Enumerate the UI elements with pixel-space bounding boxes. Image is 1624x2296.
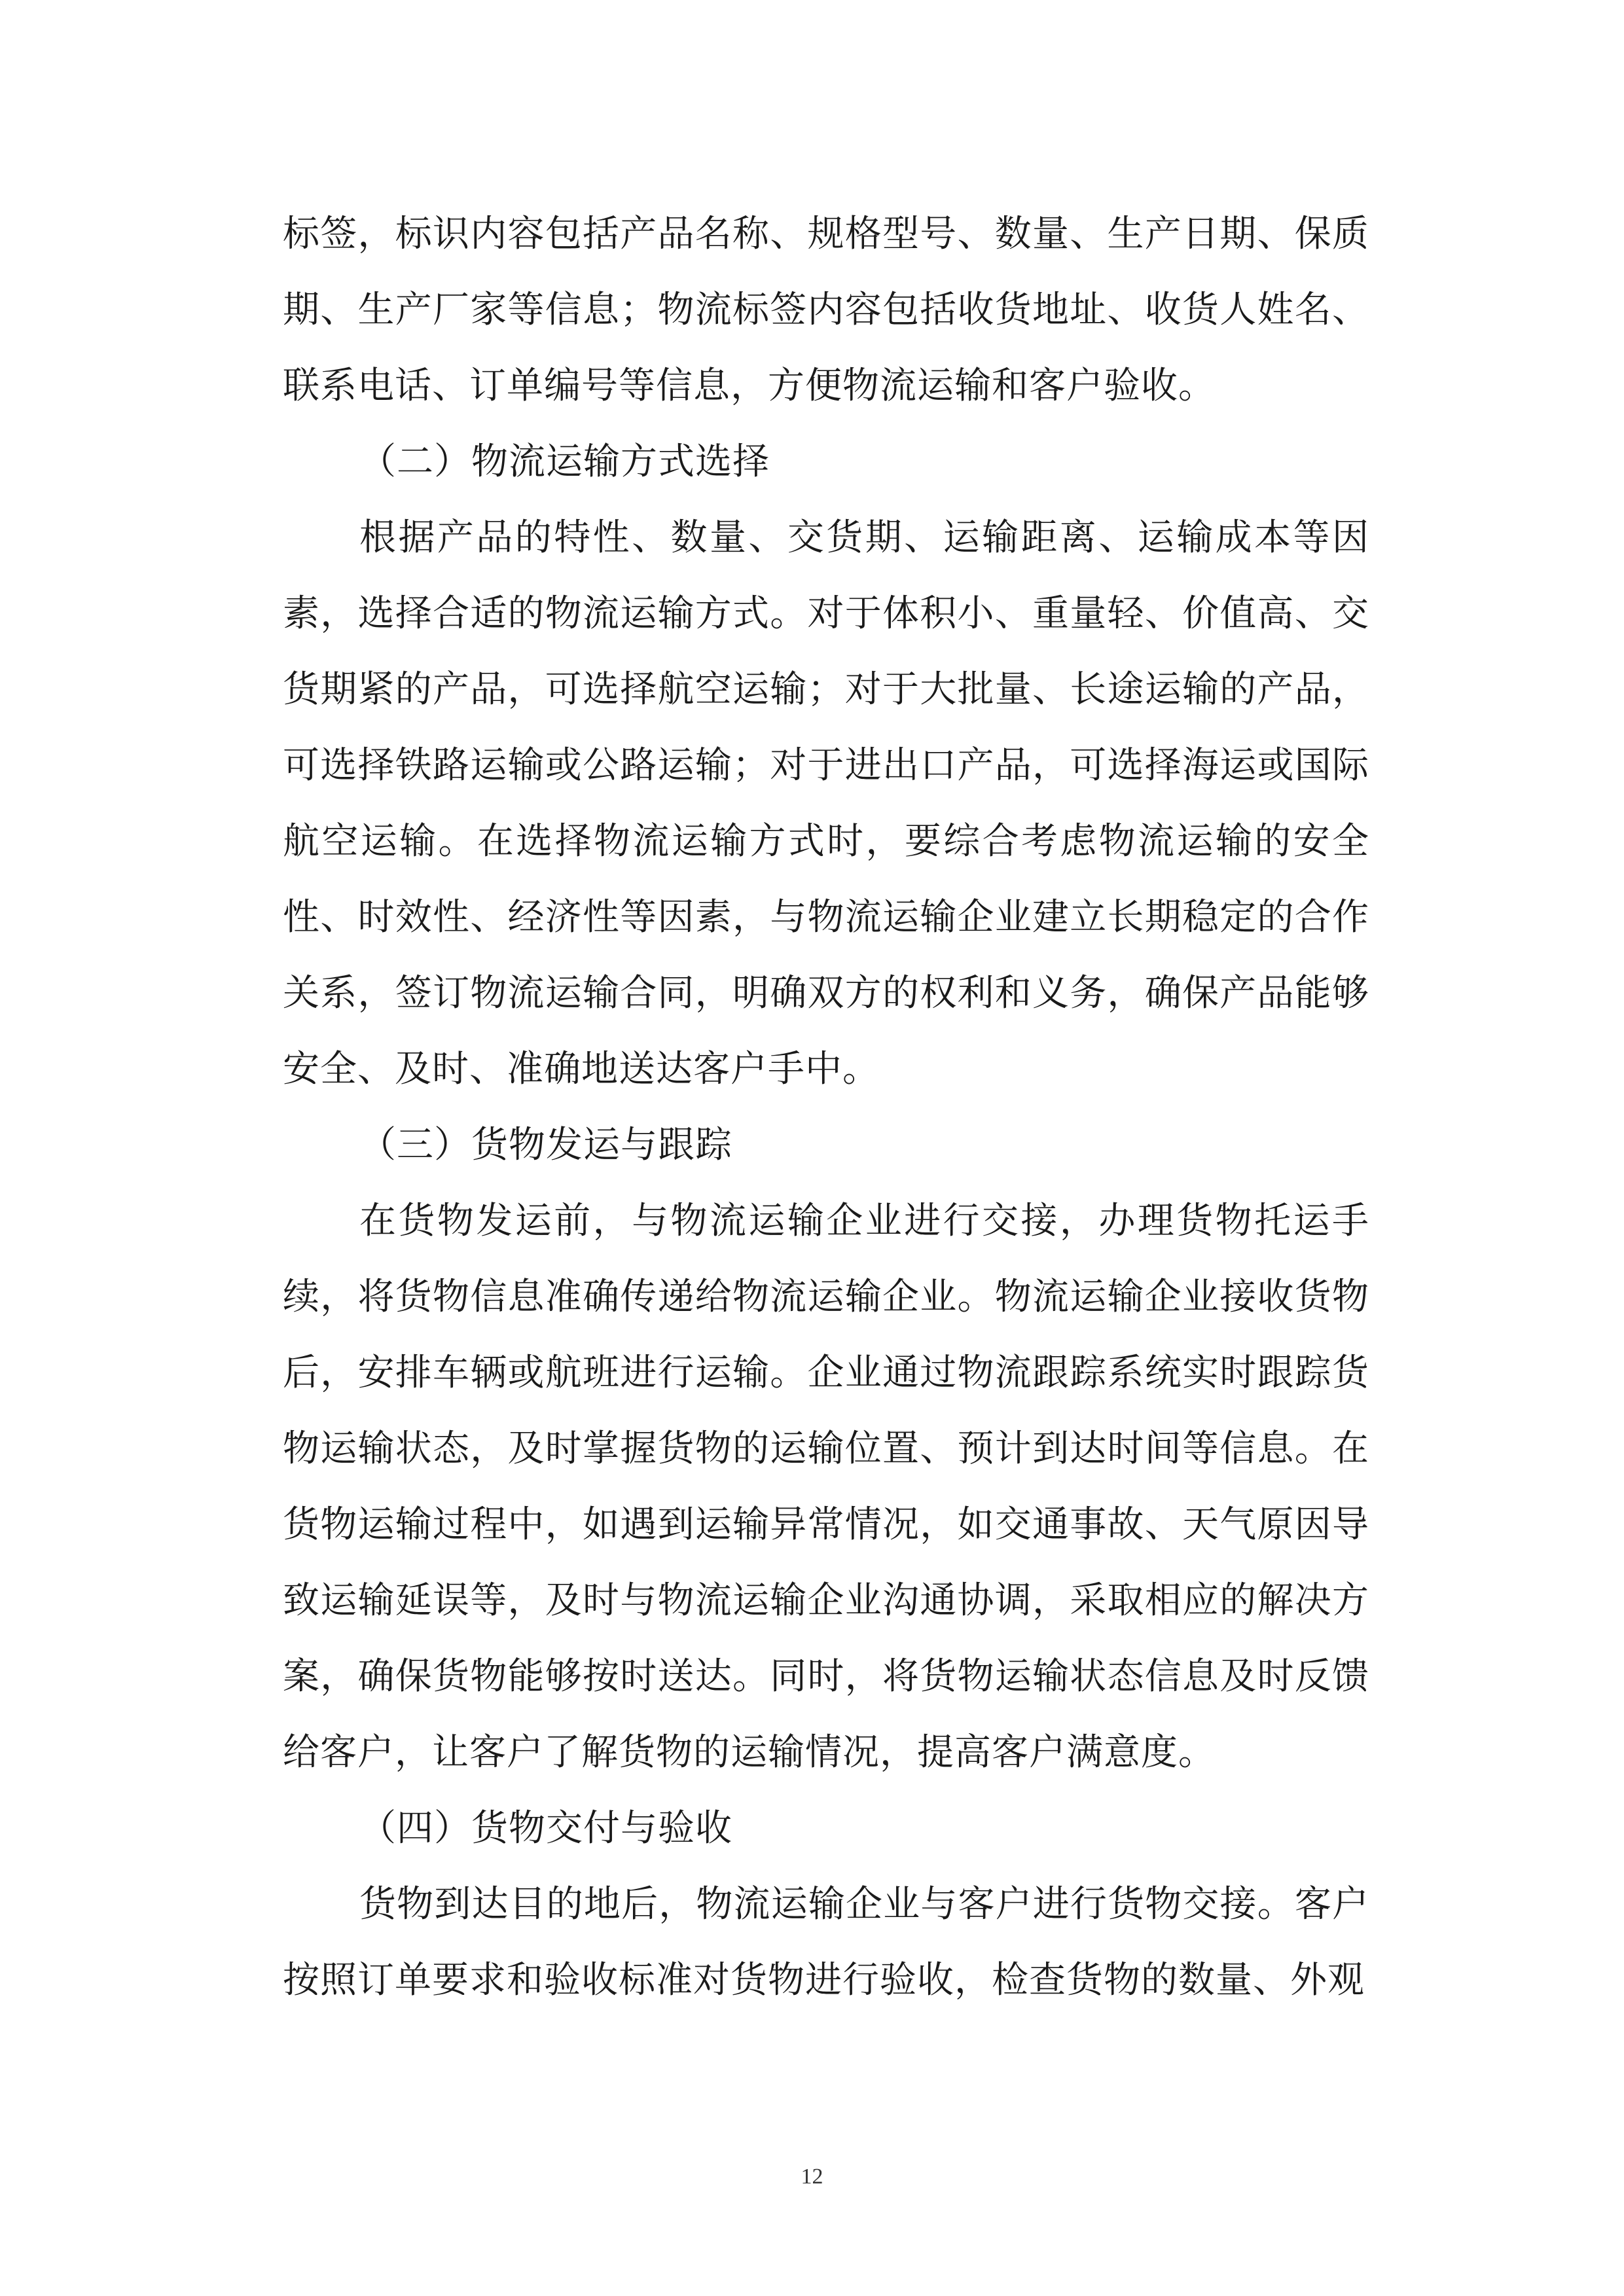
- section-heading-delivery-acceptance: （四）货物交付与验收: [359, 1807, 732, 1850]
- paragraph-packaging-labels: 标签，标识内容包括产品名称、规格型号、数量、生产日期、保质期、生产厂家等信息；物流标签内容包括收货地址、收货人姓名、联系电话、订单编号等信息，方便物流运输和客户验收。: [283, 213, 1369, 407]
- paragraph-transport-mode: 根据产品的特性、数量、交货期、运输距离、运输成本等因素，选择合适的物流运输方式。对于体积小、重量轻、价值高、交货期紧的产品，可选择航空运输；对于大批量、长途运输的产品，可选择铁路运输或公路运输；对于进出口产品，可选择海运或国际航空运输。在选择物流运输方式时，要综合考虑物流运输的安全性、时效性、经济性等因素，与物流运输企业建立长期稳定的合作关系，签订物流运输合同，明确双方的权利和义务，确保产品能够安全、及时、准确地送达客户手中。: [283, 516, 1369, 1090]
- paragraph-shipment-tracking: 在货物发运前，与物流运输企业进行交接，办理货物托运手续，将货物信息准确传递给物流运输企业。物流运输企业接收货物后，安排车辆或航班进行运输。企业通过物流跟踪系统实时跟踪货物运输状态，及时掌握货物的运输位置、预计到达时间等信息。在货物运输过程中，如遇到运输异常情况，如交通事故、天气原因导致运输延误等，及时与物流运输企业沟通协调，采取相应的解决方案，确保货物能够按时送达。同时，将货物运输状态信息及时反馈给客户，让客户了解货物的运输情况，提高客户满意度。: [283, 1200, 1369, 1774]
- section-heading-transport-mode: （二）物流运输方式选择: [359, 440, 770, 483]
- page-body: [283, 196, 1369, 2018]
- paragraph-delivery-acceptance: 货物到达目的地后，物流运输企业与客户进行货物交接。客户按照订单要求和验收标准对货物进行验收，检查货物的数量、外观: [283, 1883, 1369, 2001]
- page-number: 12: [801, 2164, 823, 2189]
- section-heading-shipment-tracking: （三）货物发运与跟踪: [359, 1124, 732, 1166]
